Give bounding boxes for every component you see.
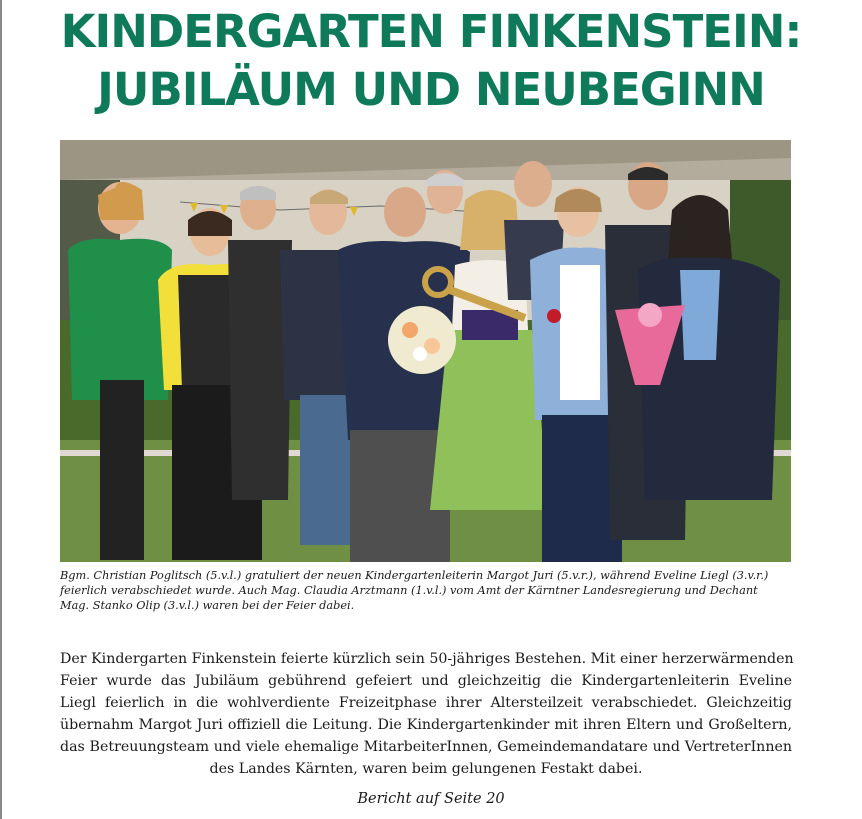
page-reference: Bericht auf Seite 20: [357, 791, 505, 807]
photo-caption: [60, 568, 790, 613]
group-photo: [60, 140, 791, 562]
headline-line-1: KINDERGARTEN FINKENSTEIN:: [60, 5, 802, 58]
article-line: Der Kindergarten Finkenstein feierte kürzlich sein 50-jähriges Bestehen. Mit einer herzerwärmenden: [60, 651, 794, 667]
article-line: des Landes Kärnten, waren beim gelungenen Festakt dabei.: [209, 761, 643, 777]
article-line: übernahm Margot Juri offiziell die Leitung. Die Kindergartenkinder mit ihren Eltern und Großeltern,: [60, 717, 792, 733]
page-edge: [0, 0, 2, 819]
caption-line: feierlich verabschiedet wurde. Auch Mag. Claudia Arztmann (1.v.l.) vom Amt der Kärntner Landesregierung und Dechant: [60, 584, 758, 597]
caption-line: Mag. Stanko Olip (3.v.l.) waren bei der Feier dabei.: [60, 599, 355, 612]
article-line: das Betreuungsteam und viele ehemalige MitarbeiterInnen, Gemeindemandatare und VertreterInnen: [60, 739, 792, 755]
article-line: Feier wurde das Jubiläum gebührend gefeiert und gleichzeitig die Kindergartenleiterin Eveline: [60, 673, 792, 689]
article-body: [60, 648, 792, 780]
article-line: Liegl feierlich in die wohlverdiente Freizeitphase ihrer Altersteilzeit verabschiedet. Gleichzeitig: [60, 695, 792, 711]
headline-line-2: JUBILÄUM UND NEUBEGINN: [97, 63, 765, 116]
caption-line: Bgm. Christian Poglitsch (5.v.l.) gratuliert der neuen Kindergartenleiterin Margot Juri (5.v.r.), während Eveline Liegl (3.v.r.): [60, 569, 769, 582]
